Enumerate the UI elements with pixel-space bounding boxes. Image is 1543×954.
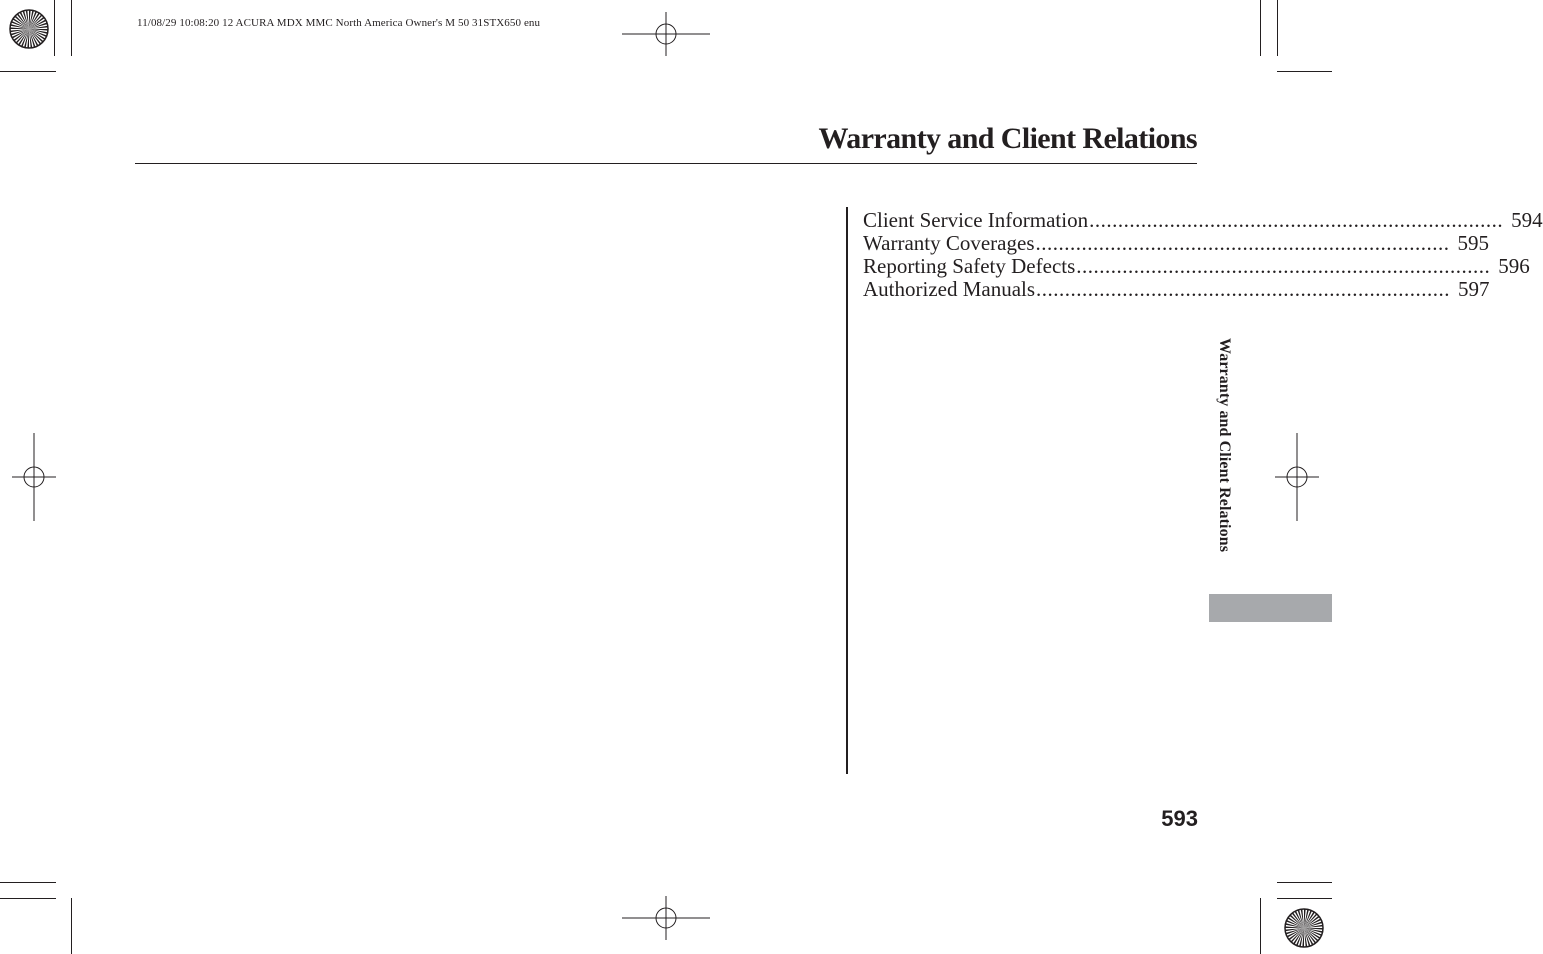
toc-entry-page: 597 <box>1458 277 1490 301</box>
crop-mark-bottom-right-v <box>1260 898 1261 954</box>
print-meta-header: 11/08/29 10:08:20 12 ACURA MDX MMC North America Owner's M 50 31STX650 enu <box>137 17 541 29</box>
toc-leader-dots: ........................................................................ <box>1076 254 1491 278</box>
registration-mark-top-center <box>622 12 710 56</box>
toc-leader-dots: ........................................................................ <box>1035 231 1450 255</box>
crop-mark-bottom-left-h2 <box>0 898 56 899</box>
crop-mark-top-left-h <box>0 71 56 72</box>
toc-entry-label: Reporting Safety Defects <box>863 254 1076 278</box>
crop-mark-bottom-left-v <box>71 898 72 954</box>
starburst-target-top-left <box>9 9 49 49</box>
title-rule <box>135 163 1197 164</box>
crop-mark-bottom-right-h1 <box>1277 882 1332 883</box>
toc-entry-label: Client Service Information <box>863 208 1089 232</box>
crop-mark-top-right-v2 <box>1277 0 1278 56</box>
side-tab-marker <box>1209 594 1332 622</box>
side-tab-label: Warranty and Client Relations <box>1216 338 1233 553</box>
toc-entry-authorized-manuals[interactable] <box>863 277 1490 301</box>
toc-divider <box>846 207 848 774</box>
toc-leader-dots: ........................................................................ <box>1089 208 1504 232</box>
page-title: Warranty and Client Relations <box>818 122 1197 155</box>
crop-mark-top-right-v1 <box>1260 0 1261 56</box>
toc-entry-safety-defects[interactable] <box>863 254 1530 278</box>
starburst-target-bottom-right <box>1284 908 1324 948</box>
crop-mark-top-right-h <box>1277 71 1332 72</box>
table-of-contents <box>863 208 1543 301</box>
toc-entry-page: 595 <box>1457 231 1489 255</box>
toc-entry-label: Authorized Manuals <box>863 277 1036 301</box>
toc-entry-label: Warranty Coverages <box>863 231 1035 255</box>
registration-mark-right <box>1275 433 1319 521</box>
crop-mark-top-left-v2 <box>71 0 72 56</box>
toc-entry-page: 596 <box>1498 254 1530 278</box>
crop-mark-bottom-right-h2 <box>1277 898 1332 899</box>
registration-mark-bottom-center <box>622 896 710 940</box>
toc-leader-dots: ........................................................................ <box>1036 277 1451 301</box>
toc-entry-client-service[interactable] <box>863 208 1543 232</box>
page-number: 593 <box>1161 806 1198 831</box>
crop-mark-top-left-v1 <box>54 0 55 56</box>
toc-entry-page: 594 <box>1511 208 1543 232</box>
crop-mark-bottom-left-h1 <box>0 882 56 883</box>
toc-entry-warranty-coverages[interactable] <box>863 231 1489 255</box>
registration-mark-left <box>12 433 56 521</box>
